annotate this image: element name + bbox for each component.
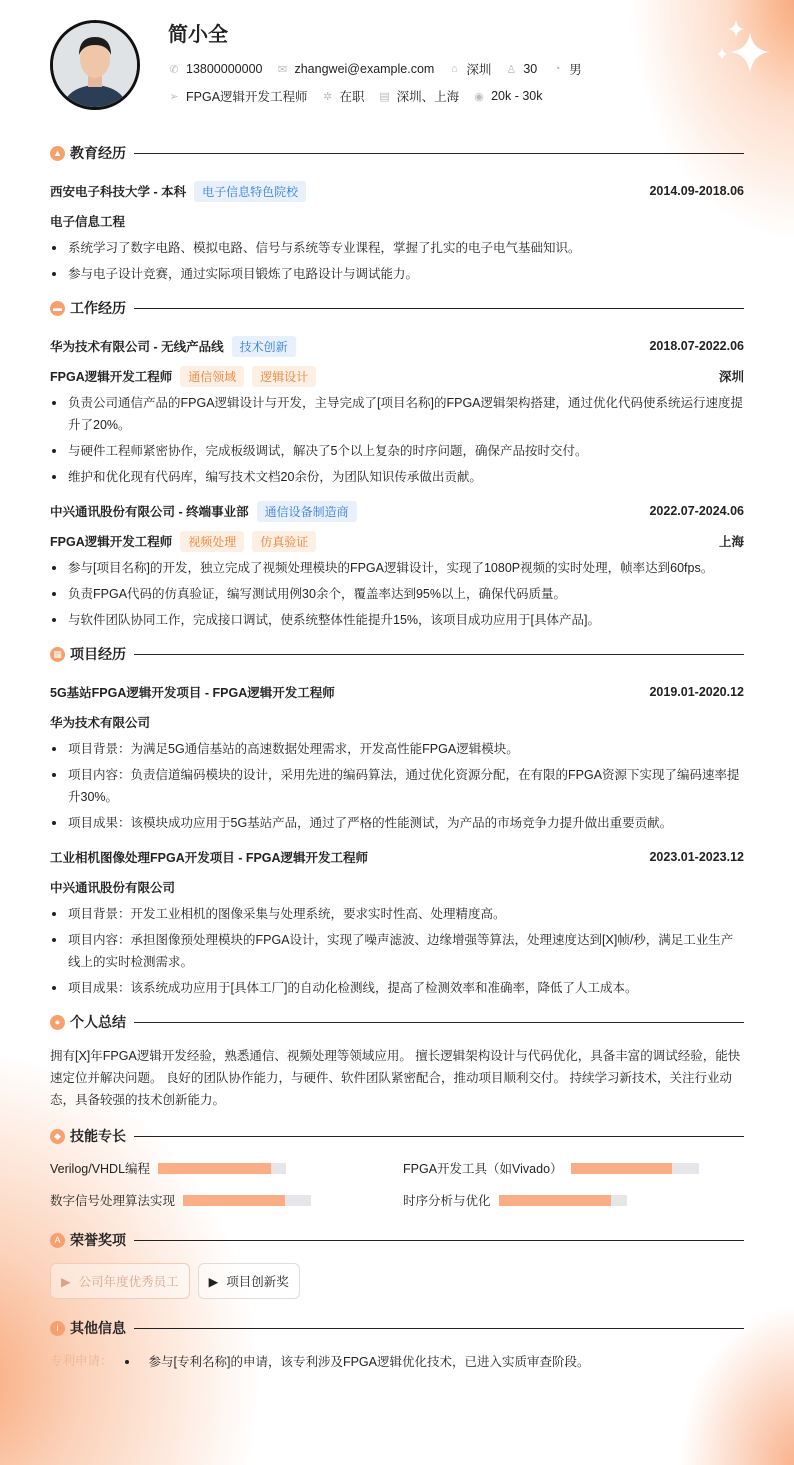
- other-label: 专利申请：: [50, 1354, 113, 1368]
- entry-title: 中兴通讯股份有限公司 - 终端事业部: [50, 505, 249, 519]
- bullet-item: 参与电子设计竞赛，通过实际项目锻炼了电路设计与调试能力。: [50, 263, 744, 285]
- contact-item: [168, 62, 262, 76]
- skill-item: [403, 1191, 744, 1209]
- contact-item: [448, 60, 491, 78]
- entry-subtitle: FPGA逻辑开发工程师: [50, 535, 173, 549]
- work-entry: [50, 496, 744, 631]
- section-icon: ●: [50, 1015, 65, 1030]
- contact-text: 30: [523, 62, 538, 76]
- status-icon: ✲: [322, 90, 333, 103]
- section-icon: A: [50, 1233, 65, 1248]
- entry-title: 5G基站FPGA逻辑开发项目 - FPGA逻辑开发工程师: [50, 686, 335, 700]
- entry-date: 2014.09-2018.06: [649, 184, 744, 198]
- home-icon: ⌂: [451, 63, 458, 75]
- skill-name: Verilog/VHDL编程: [50, 1162, 151, 1176]
- entry-subtitle: 电子信息工程: [50, 215, 126, 229]
- bullet-list: [50, 392, 744, 488]
- contact-row: [168, 60, 582, 78]
- section-title: 技能专长: [70, 1128, 126, 1144]
- section-icon: ▲: [50, 146, 65, 161]
- section-title: 工作经历: [70, 300, 126, 316]
- entry-date: 2022.07-2024.06: [649, 504, 744, 518]
- entry-subtitle: 中兴通讯股份有限公司: [50, 881, 176, 895]
- bullet-item: 负责FPGA代码的仿真验证，编写测试用例30余个，覆盖率达到95%以上，确保代码质量。: [50, 583, 744, 605]
- bullet-item: 与软件团队协同工作，完成接口调试，使系统整体性能提升15%，该项目成功应用于[具体产品]。: [50, 609, 744, 631]
- bullet-item: 项目背景：为满足5G通信基站的高速数据处理需求，开发高性能FPGA逻辑模块。: [50, 738, 744, 760]
- contact-item: [379, 87, 460, 105]
- contact-item: [551, 60, 582, 78]
- divider: [134, 153, 744, 154]
- award-name: 公司年度优秀员工: [78, 1275, 179, 1289]
- divider: [134, 654, 744, 655]
- bullet-item: 项目内容：承担图像预处理模块的FPGA设计，实现了噪声滤波、边缘增强等算法，处理速度达到[X]帧/秒，满足工业生产线上的实时检测需求。: [50, 929, 744, 973]
- entry-title: 工业相机图像处理FPGA开发项目 - FPGA逻辑开发工程师: [50, 851, 369, 865]
- gender-icon: ◔: [553, 63, 561, 75]
- bullet-item: 项目内容：负责信道编码模块的设计，采用先进的编码算法，通过优化资源分配，在有限的FPGA资源下实现了编码速率提升30%。: [50, 764, 744, 808]
- skill-name: 数字信号处理算法实现: [50, 1194, 176, 1208]
- divider: [134, 308, 744, 309]
- section-header-awards: [50, 1227, 744, 1253]
- contact-item: [276, 62, 434, 76]
- education-section: [50, 140, 744, 285]
- projects-entry: [50, 842, 744, 999]
- section-icon: i: [50, 1321, 65, 1336]
- divider: [134, 1022, 744, 1023]
- award-chip: [50, 1263, 190, 1299]
- contact-text: zhangwei@example.com: [294, 62, 435, 76]
- bullet-item: 项目成果：该模块成功应用于5G基站产品，通过了严格的性能测试，为产品的市场竞争力提升做出重要贡献。: [50, 812, 744, 834]
- avatar: [50, 20, 140, 110]
- other-section: [50, 1315, 744, 1377]
- section-title: 其他信息: [70, 1320, 126, 1336]
- projects-entry: [50, 677, 744, 834]
- job-intent-row: [168, 87, 543, 105]
- entry-date: 2023.01-2023.12: [649, 850, 744, 864]
- entry-date: 2019.01-2020.12: [649, 685, 744, 699]
- bullet-list: [50, 903, 744, 999]
- contact-item: [505, 62, 537, 76]
- section-header-education: [50, 140, 744, 166]
- skill-item: [403, 1159, 744, 1177]
- divider: [134, 1136, 744, 1137]
- section-header-projects: [50, 641, 744, 667]
- award-chip: [198, 1263, 300, 1299]
- section-title: 项目经历: [70, 646, 126, 662]
- section-header-other: [50, 1315, 744, 1341]
- award-name: 项目创新奖: [226, 1275, 289, 1289]
- bullet-item: 系统学习了数字电路、模拟电路、信号与系统等专业课程，掌握了扎实的电子电气基础知识。: [50, 237, 744, 259]
- entry-tag: 通信设备制造商: [257, 501, 357, 522]
- skill-name: FPGA开发工具（如Vivado）: [403, 1162, 563, 1176]
- entry-date: 2018.07-2022.06: [649, 339, 744, 353]
- entry-location: 深圳: [718, 370, 744, 384]
- role-tag: 视频处理: [180, 531, 244, 552]
- role-tag: 逻辑设计: [252, 366, 316, 387]
- summary-text: 拥有[X]年FPGA逻辑开发经验，熟悉通信、视频处理等领域应用。 擅长逻辑架构设计与代码优化，具备丰富的调试经验，能快速定位并解决问题。 良好的团队协作能力，与硬件、软件团队紧密配合，推动项目顺利交付。 持续学习新技术，关注行业动态，具备较强的技术创新能力。: [50, 1049, 741, 1107]
- contact-text: FPGA逻辑开发工程师: [186, 90, 308, 104]
- profile-header: [50, 18, 750, 118]
- entry-location: 上海: [718, 535, 744, 549]
- entry-subtitle: 华为技术有限公司: [50, 716, 151, 730]
- bullet-list: [50, 557, 744, 631]
- bullet-item: 维护和优化现有代码库，编写技术文档20余份，为团队知识传承做出贡献。: [50, 466, 744, 488]
- contact-text: 深圳: [466, 63, 492, 77]
- divider: [134, 1240, 744, 1241]
- section-header-work: [50, 295, 744, 321]
- section-icon: ◆: [50, 1129, 65, 1144]
- bullet-item: 参与[项目名称]的开发，独立完成了视频处理模块的FPGA逻辑设计，实现了1080P视频的实时处理，帧率达到60fps。: [50, 557, 744, 579]
- mail-icon: ✉: [277, 63, 288, 76]
- building-icon: ▤: [379, 90, 390, 103]
- awards-section: [50, 1227, 744, 1299]
- divider: [134, 1328, 744, 1329]
- section-title: 个人总结: [70, 1014, 126, 1030]
- bullet-item: 与硬件工程师紧密协作，完成板级调试，解决了5个以上复杂的时序问题，确保产品按时交付。: [50, 440, 744, 462]
- role-tag: 仿真验证: [252, 531, 316, 552]
- contact-item: [168, 87, 308, 105]
- section-header-summary: [50, 1009, 744, 1035]
- skill-name: 时序分析与优化: [403, 1194, 491, 1208]
- contact-text: 在职: [339, 90, 365, 104]
- projects-section: [50, 641, 744, 999]
- contact-text: 13800000000: [186, 62, 263, 76]
- bullet-item: 项目成果：该系统成功应用于[具体工厂]的自动化检测线，提高了检测效率和准确率，降低了人工成本。: [50, 977, 744, 999]
- skill-level-bar: [571, 1163, 699, 1174]
- skill-level-bar: [183, 1195, 311, 1206]
- other-item: 参与[专利名称]的申请，该专利涉及FPGA逻辑优化技术，已进入实质审查阶段。: [123, 1351, 590, 1373]
- play-icon: ▶: [61, 1274, 71, 1289]
- education-entry: [50, 176, 744, 285]
- salary-icon: ◉: [474, 90, 484, 103]
- entry-tag: 电子信息特色院校: [194, 181, 306, 202]
- entry-tag: 技术创新: [232, 336, 296, 357]
- summary-section: [50, 1009, 744, 1111]
- resume-body: [50, 140, 744, 1387]
- skills-section: [50, 1123, 744, 1209]
- skill-level-bar: [158, 1163, 286, 1174]
- entry-title: 华为技术有限公司 - 无线产品线: [50, 340, 224, 354]
- section-title: 教育经历: [70, 145, 126, 161]
- section-icon: ▦: [50, 647, 65, 662]
- section-icon: ▬: [50, 301, 65, 316]
- skill-item: [50, 1191, 403, 1209]
- skill-level-bar: [499, 1195, 627, 1206]
- contact-item: [473, 89, 542, 103]
- phone-icon: ✆: [169, 63, 179, 76]
- bullet-item: 负责公司通信产品的FPGA逻辑设计与开发，主导完成了[项目名称]的FPGA逻辑架构搭建，通过优化代码使系统运行速度提升了20%。: [50, 392, 744, 436]
- contact-text: 男: [569, 63, 582, 77]
- contact-text: 深圳、上海: [396, 90, 460, 104]
- entry-subtitle: FPGA逻辑开发工程师: [50, 370, 173, 384]
- section-header-skills: [50, 1123, 744, 1149]
- send-icon: ➢: [169, 90, 179, 103]
- contact-item: [322, 87, 365, 105]
- work-entry: [50, 331, 744, 488]
- work-section: [50, 295, 744, 631]
- skill-item: [50, 1159, 403, 1177]
- age-icon: ♙: [506, 63, 517, 76]
- entry-title: 西安电子科技大学 - 本科: [50, 185, 187, 199]
- bullet-item: 项目背景：开发工业相机的图像采集与处理系统，要求实时性高、处理精度高。: [50, 903, 744, 925]
- bullet-list: [50, 237, 744, 285]
- section-title: 荣誉奖项: [70, 1232, 126, 1248]
- play-icon: ▶: [208, 1274, 219, 1289]
- contact-text: 20k - 30k: [491, 89, 543, 103]
- role-tag: 通信领域: [180, 366, 244, 387]
- bullet-list: [50, 738, 744, 834]
- candidate-name: 简小全: [168, 24, 228, 46]
